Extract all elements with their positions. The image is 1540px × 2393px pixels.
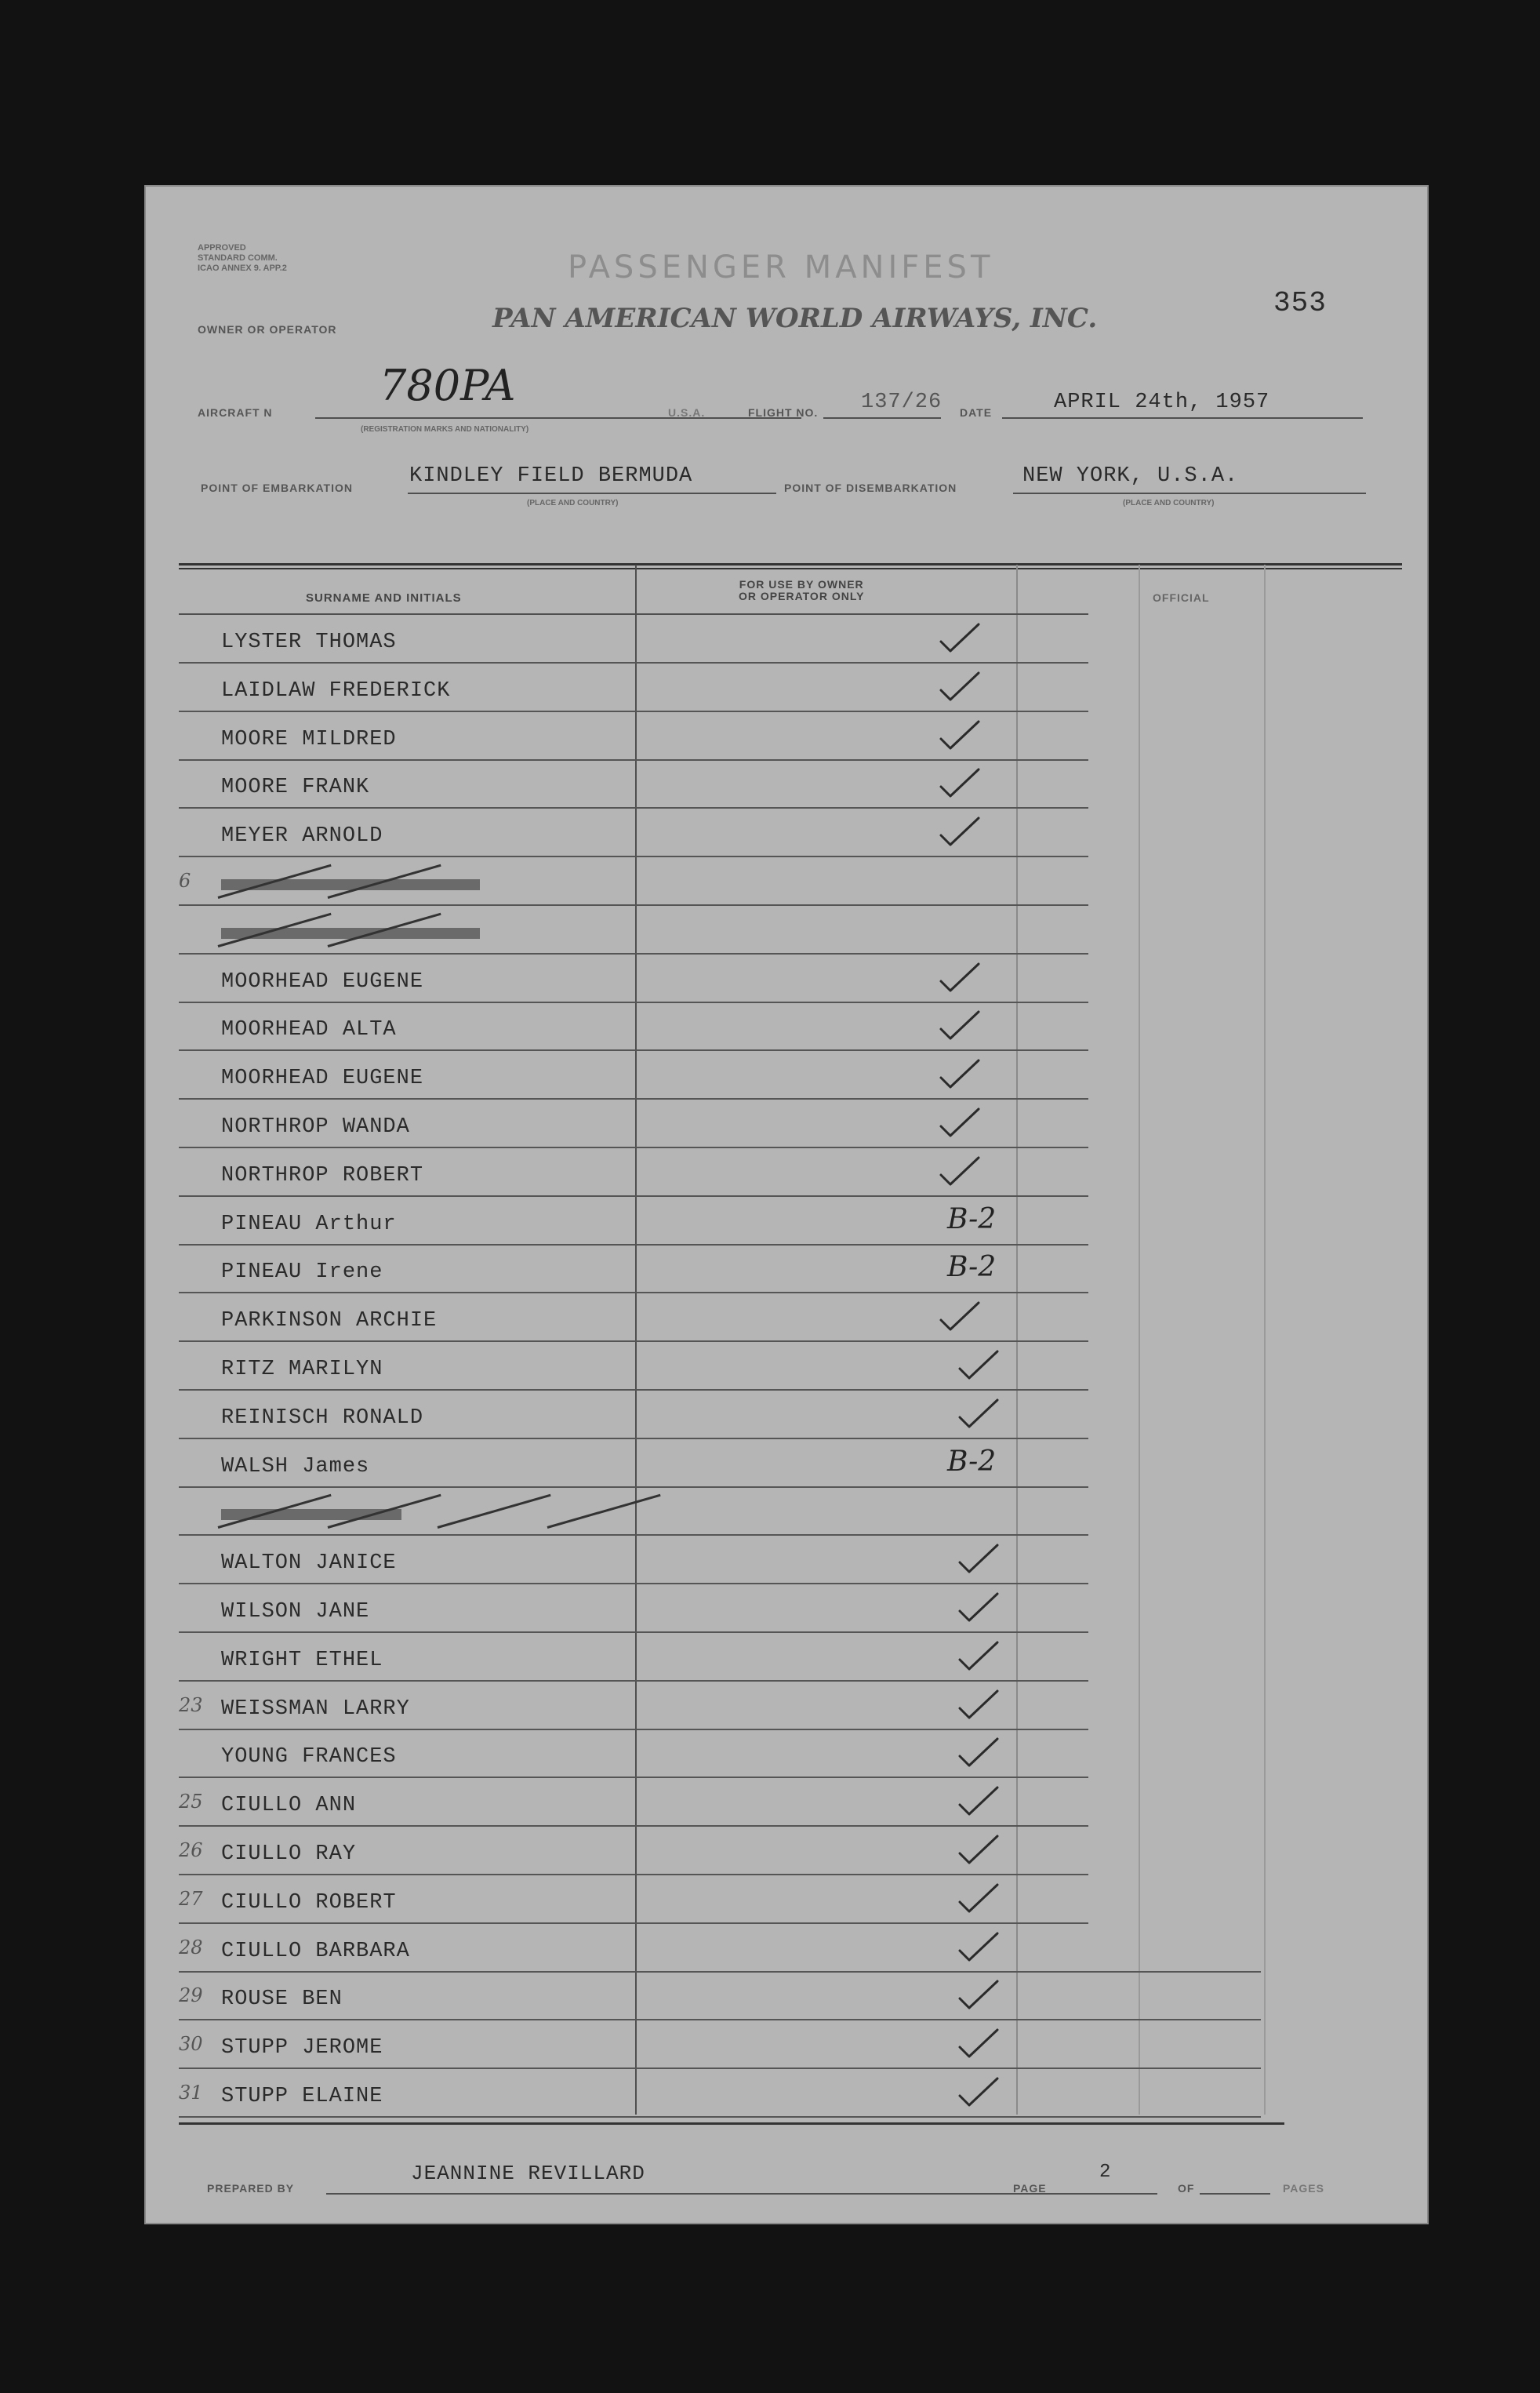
row-rule (179, 1438, 1088, 1439)
passenger-row (179, 961, 1402, 1009)
passenger-row (179, 670, 1402, 718)
passenger-row (179, 1348, 1402, 1397)
passenger-row (179, 1736, 1402, 1784)
row-number: 6 (179, 870, 191, 892)
passenger-name: WILSON JANE (221, 1600, 370, 1624)
pages-label: PAGES (1283, 2182, 1324, 2195)
passenger-name: LAIDLAW FREDERICK (221, 678, 451, 703)
manifest-sheet (144, 185, 1429, 2224)
disembark-line (1013, 493, 1366, 494)
page-title: PASSENGER MANIFEST (568, 249, 994, 285)
page-label: PAGE (1013, 2182, 1047, 2195)
visa-class-mark (947, 1446, 996, 1478)
visa-class-mark (947, 1203, 996, 1235)
passenger-row (179, 1688, 1402, 1737)
passenger-name: CIULLO BARBARA (221, 1939, 410, 1963)
row-rule (179, 1389, 1088, 1391)
passenger-row (179, 1057, 1402, 1106)
disembark-value: NEW YORK, U.S.A. (1022, 464, 1239, 488)
embark-sub: (PLACE AND COUNTRY) (527, 499, 619, 507)
strike-through-mark (547, 1494, 661, 1529)
row-rule (179, 2019, 1261, 2020)
row-number: 28 (179, 1936, 203, 1958)
row-number: 31 (179, 2082, 203, 2104)
row-rule (179, 662, 1088, 664)
row-number: 25 (179, 1791, 203, 1813)
passenger-row (179, 1930, 1402, 1979)
of-label: OF (1178, 2182, 1195, 2195)
row-rule (179, 1874, 1088, 1875)
prepared-value: JEANNINE REVILLARD (411, 2162, 645, 2185)
flight-line (823, 417, 941, 419)
row-rule (179, 1292, 1088, 1293)
row-rule (179, 1631, 1088, 1633)
passenger-name: REINISCH RONALD (221, 1406, 424, 1430)
passenger-row (179, 1591, 1402, 1639)
row-rule (179, 1922, 1088, 1924)
passenger-row (179, 1493, 1402, 1542)
passenger-name: STUPP JEROME (221, 2036, 383, 2060)
row-rule (179, 1098, 1088, 1100)
passenger-name: ROUSE BEN (221, 1987, 343, 2012)
owner-column-header (739, 579, 864, 602)
row-rule (179, 1583, 1088, 1584)
owner-column-header-line-1: FOR USE BY OWNER (739, 578, 864, 591)
passenger-row (179, 1639, 1402, 1688)
passenger-row (179, 1155, 1402, 1203)
passenger-name: MOORHEAD EUGENE (221, 969, 424, 994)
embark-label: POINT OF EMBARKATION (201, 482, 353, 494)
owner-column-header-line-2: OR OPERATOR ONLY (739, 590, 865, 602)
passenger-name: MEYER ARNOLD (221, 824, 383, 849)
passenger-name: NORTHROP ROBERT (221, 1163, 424, 1187)
passenger-row (179, 1446, 1402, 1494)
row-rule (179, 711, 1088, 712)
passenger-row (179, 766, 1402, 815)
disembark-label: POINT OF DISEMBARKATION (784, 482, 957, 494)
passenger-row (179, 1203, 1402, 1252)
prepared-label: PREPARED BY (207, 2182, 295, 2195)
header-bottom-rule (179, 613, 1088, 615)
row-rule (179, 2068, 1261, 2069)
disembark-sub: (PLACE AND COUNTRY) (1123, 499, 1215, 507)
passenger-name: STUPP ELAINE (221, 2085, 383, 2108)
official-column-header: OFFICIAL (1153, 591, 1210, 604)
passenger-row (179, 2027, 1402, 2075)
passenger-row (179, 718, 1402, 767)
page-value: 2 (1099, 2162, 1112, 2183)
passenger-row (179, 912, 1402, 961)
passenger-row (179, 1978, 1402, 2027)
passenger-name: CIULLO ANN (221, 1794, 357, 1818)
embark-line (408, 493, 776, 494)
row-rule (179, 1340, 1088, 1342)
passenger-row (179, 1300, 1402, 1348)
passenger-name: MOORHEAD EUGENE (221, 1067, 424, 1091)
passenger-name: CIULLO ROBERT (221, 1890, 397, 1915)
passenger-name: MOORHEAD ALTA (221, 1018, 397, 1042)
row-rule (179, 1825, 1088, 1827)
passenger-name: PINEAU Arthur (221, 1212, 397, 1236)
date-label: DATE (960, 406, 993, 419)
passenger-name: WALTON JANICE (221, 1551, 397, 1576)
row-rule (179, 1147, 1088, 1148)
row-rule (179, 1971, 1261, 1973)
passenger-row (179, 815, 1402, 864)
surname-column-header: SURNAME AND INITIALS (306, 591, 462, 605)
approval-line-1: APPROVED (198, 243, 246, 253)
visa-class-text: B-2 (947, 1251, 997, 1284)
passenger-name: WRIGHT ETHEL (221, 1648, 383, 1672)
passenger-name: MOORE FRANK (221, 776, 370, 800)
approval-note (198, 243, 287, 274)
passenger-name: MOORE MILDRED (221, 727, 397, 751)
row-rule (179, 1729, 1088, 1730)
passenger-name: NORTHROP WANDA (221, 1115, 410, 1139)
passenger-name: WALSH James (221, 1454, 370, 1478)
passenger-row (179, 1833, 1402, 1882)
row-rule (179, 2116, 1261, 2118)
passenger-name: LYSTER THOMAS (221, 631, 397, 654)
passenger-name: YOUNG FRANCES (221, 1745, 397, 1769)
passenger-row (179, 621, 1402, 670)
owner-label: OWNER OR OPERATOR (198, 323, 337, 336)
passenger-row (179, 1542, 1402, 1591)
row-rule (179, 1680, 1088, 1682)
table-top-rule (179, 563, 1402, 566)
row-number: 29 (179, 1984, 203, 2007)
approval-line-3: ICAO ANNEX 9. APP.2 (198, 264, 287, 273)
passenger-name: RITZ MARILYN (221, 1358, 383, 1381)
table-top-rule-2 (179, 568, 1402, 569)
page-number: 353 (1273, 287, 1327, 319)
visa-class-mark (947, 1251, 996, 1283)
row-number: 23 (179, 1693, 203, 1716)
passenger-row (179, 1251, 1402, 1300)
passenger-row (179, 2075, 1402, 2124)
flight-label: FLIGHT NO. (748, 406, 819, 419)
passenger-name: PINEAU Irene (221, 1260, 383, 1285)
aircraft-label: AIRCRAFT N (198, 406, 273, 419)
date-line (1002, 417, 1363, 419)
passenger-row (179, 1784, 1402, 1833)
flight-value: 137/26 (861, 391, 943, 414)
row-number: 30 (179, 2033, 203, 2056)
row-rule (179, 1244, 1088, 1246)
approval-line-2: STANDARD COMM. (198, 253, 278, 263)
row-rule (179, 807, 1088, 809)
row-number: 27 (179, 1887, 203, 1910)
row-rule (179, 856, 1088, 857)
aircraft-line (315, 417, 801, 419)
table-bottom-rule (179, 2122, 1284, 2125)
passenger-row (179, 1397, 1402, 1446)
row-rule (179, 953, 1088, 955)
passenger-row (179, 1106, 1402, 1155)
passenger-name: PARKINSON ARCHIE (221, 1309, 438, 1333)
strike-through-mark (438, 1494, 551, 1529)
row-rule (179, 1534, 1088, 1536)
row-rule (179, 904, 1088, 906)
passenger-name: CIULLO RAY (221, 1842, 357, 1866)
row-rule (179, 1049, 1088, 1051)
passenger-row (179, 864, 1402, 912)
date-value: APRIL 24th, 1957 (1054, 391, 1270, 414)
usa-label: U.S.A. (668, 406, 706, 419)
passenger-row (179, 1882, 1402, 1930)
visa-class-text: B-2 (947, 1445, 997, 1478)
row-rule (179, 1195, 1088, 1197)
passenger-row (179, 1009, 1402, 1057)
row-rule (179, 1777, 1088, 1778)
embark-value: KINDLEY FIELD BERMUDA (409, 464, 693, 488)
aircraft-sub: (REGISTRATION MARKS AND NATIONALITY) (361, 425, 529, 434)
row-rule (179, 1486, 1088, 1488)
visa-class-text: B-2 (947, 1202, 997, 1235)
row-rule (179, 759, 1088, 761)
aircraft-value: 780PA (380, 361, 516, 410)
of-line (1200, 2193, 1270, 2195)
operator-name: PAN AMERICAN WORLD AIRWAYS, INC. (492, 303, 1098, 334)
passenger-name: WEISSMAN LARRY (221, 1697, 410, 1721)
row-rule (179, 1002, 1088, 1003)
row-number: 26 (179, 1839, 203, 1861)
